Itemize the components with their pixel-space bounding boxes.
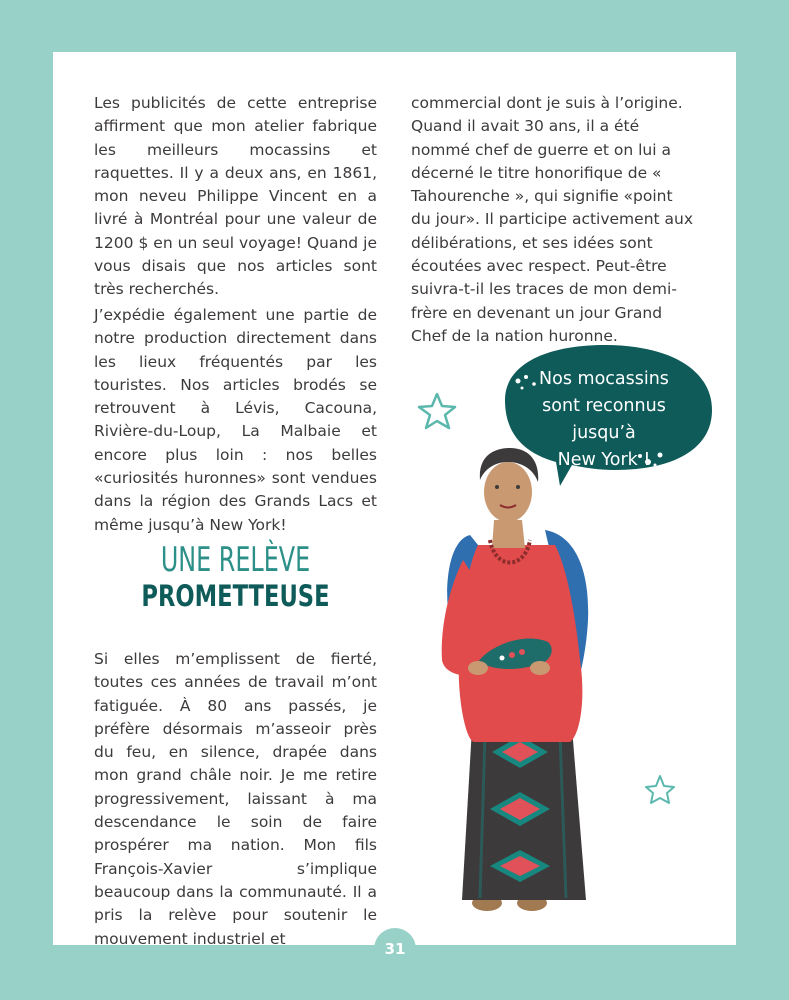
bubble-line-2: sont reconnus jusqu’à xyxy=(542,396,666,443)
page-number: 31 xyxy=(384,940,406,958)
section-heading xyxy=(94,540,377,612)
heading-line-1: UNE RELÈVE xyxy=(160,540,311,580)
left-paragraph-2: J’expédie également une partie de notre production directement dans les lieux fréquentés par les touristes. Nos articles brodés se retrouvent à Lévis, Cacouna, Rivière-du-Loup, La Malbaie et encore plus loin : nos belles «curiosités huronnes» sont vendues dans la région des Grands Lacs et même jusqu’à New York! xyxy=(94,306,377,534)
left-paragraph-3: Si elles m’emplissent de fierté, toutes ces années de travail m’ont fatiguée. À 80 ans passés, je préfère désormais m’asseoir près du feu, en silence, drapée dans mon grand châle noir. Je me retire progressivement, laissant à ma descendance le soin de faire prospérer ma nation. Mon fils François-Xavier s’implique beaucoup dans la communauté. Il a pris la relève pour soutenir le mouvement industriel et xyxy=(94,650,377,948)
left-paragraph-1: Les publicités de cette entreprise affirment que mon atelier fabrique les meilleurs mocassins et raquettes. Il y a deux ans, en 1861, mon neveu Philippe Vincent en a livré à Montréal pour une valeur de 1200 $ en un seul voyage! Quand je vous disais que nos articles sont très recherchés. xyxy=(94,94,377,299)
star-icon xyxy=(419,394,455,428)
speech-bubble-text xyxy=(520,366,688,474)
right-paragraph-1: commercial dont je suis à l’origine. Quand il avait 30 ans, il a été nommé chef de guerre et on lui a décerné le titre honorifique de « Tahourenche », qui signifie «point du jour». Il participe activement aux délibérations, et ses idées sont écoutées avec respect. Peut-être suivra-t-il les traces de mon demi-frère en devenant un jour Grand Chef de la nation huronne. xyxy=(411,94,694,345)
woman-illustration xyxy=(442,448,588,911)
page-number-badge xyxy=(374,928,416,970)
bubble-line-1: Nos mocassins xyxy=(539,369,669,389)
bubble-line-3: New York ! xyxy=(557,450,651,470)
heading-line-2: PROMETTEUSE xyxy=(141,579,330,613)
star-icon xyxy=(646,776,674,803)
